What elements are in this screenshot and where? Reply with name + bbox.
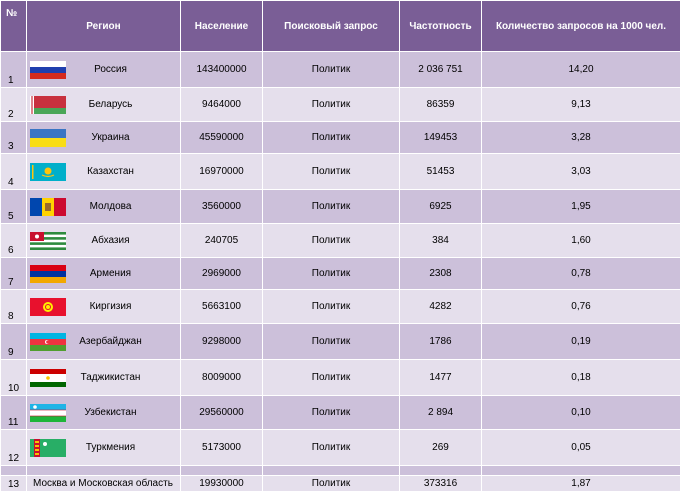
tajikistan-flag-icon xyxy=(30,369,66,387)
region-cell xyxy=(27,396,181,430)
frequency-cell: 2308 xyxy=(400,258,482,290)
turkmenistan-flag-icon xyxy=(30,439,66,457)
region-name: Украина xyxy=(77,132,129,143)
region-cell xyxy=(27,88,181,122)
population-cell: 19930000 xyxy=(181,476,263,492)
header-num: № xyxy=(1,1,27,52)
population-cell: 9464000 xyxy=(181,88,263,122)
query-cell: Политик xyxy=(263,52,400,88)
region-name: Таджикистан xyxy=(67,372,141,383)
table-row xyxy=(1,290,680,324)
kyrgyzstan-flag-icon xyxy=(30,298,66,316)
frequency-cell: 149453 xyxy=(400,122,482,154)
table-row xyxy=(1,324,680,360)
query-cell: Политик xyxy=(263,396,400,430)
abkhazia-flag-icon xyxy=(30,232,66,250)
population-cell: 143400000 xyxy=(181,52,263,88)
row-number: 9 xyxy=(1,324,27,360)
table-row xyxy=(1,476,680,492)
population-cell: 9298000 xyxy=(181,324,263,360)
table-row xyxy=(1,154,680,190)
table-row xyxy=(1,190,680,224)
row-number: 13 xyxy=(1,476,27,492)
frequency-cell: 2 894 xyxy=(400,396,482,430)
frequency-cell: 1477 xyxy=(400,360,482,396)
belarus-flag-icon xyxy=(30,96,66,114)
frequency-cell: 2 036 751 xyxy=(400,52,482,88)
frequency-cell: 373316 xyxy=(400,476,482,492)
row-number: 7 xyxy=(1,258,27,290)
table-row xyxy=(1,88,680,122)
region-cell xyxy=(27,430,181,466)
region-name: Армения xyxy=(76,268,131,279)
ukraine-flag-icon xyxy=(30,129,66,147)
region-name: Туркмения xyxy=(72,442,135,453)
table-row xyxy=(1,360,680,396)
region-name: Азербайджан xyxy=(65,336,142,347)
query-cell: Политик xyxy=(263,224,400,258)
frequency-cell: 269 xyxy=(400,430,482,466)
moldova-flag-icon xyxy=(30,198,66,216)
query-cell: Политик xyxy=(263,122,400,154)
row-number: 4 xyxy=(1,154,27,190)
population-cell: 2969000 xyxy=(181,258,263,290)
region-name: Москва и Московская область xyxy=(27,476,181,492)
population-cell: 29560000 xyxy=(181,396,263,430)
population-cell: 16970000 xyxy=(181,154,263,190)
per1000-cell: 3,28 xyxy=(482,122,680,154)
per1000-cell: 0,10 xyxy=(482,396,680,430)
region-name: Узбекистан xyxy=(71,407,137,418)
frequency-cell: 4282 xyxy=(400,290,482,324)
header-per1000: Количество запросов на 1000 чел. xyxy=(482,1,680,52)
per1000-cell: 1,60 xyxy=(482,224,680,258)
region-cell xyxy=(27,154,181,190)
row-number: 2 xyxy=(1,88,27,122)
spacer-row xyxy=(1,466,680,476)
per1000-cell: 9,13 xyxy=(482,88,680,122)
row-number: 6 xyxy=(1,224,27,258)
row-number: 8 xyxy=(1,290,27,324)
per1000-cell: 0,18 xyxy=(482,360,680,396)
region-cell xyxy=(27,52,181,88)
region-cell xyxy=(27,324,181,360)
per1000-cell: 0,05 xyxy=(482,430,680,466)
armenia-flag-icon xyxy=(30,265,66,283)
table-row xyxy=(1,224,680,258)
row-number: 12 xyxy=(1,430,27,466)
population-cell: 5173000 xyxy=(181,430,263,466)
region-name: Киргизия xyxy=(76,301,132,312)
table-row xyxy=(1,396,680,430)
frequency-cell: 86359 xyxy=(400,88,482,122)
region-cell xyxy=(27,290,181,324)
kazakhstan-flag-icon xyxy=(30,163,66,181)
frequency-cell: 6925 xyxy=(400,190,482,224)
region-name: Россия xyxy=(80,64,127,75)
region-cell xyxy=(27,190,181,224)
population-cell: 8009000 xyxy=(181,360,263,396)
population-cell: 240705 xyxy=(181,224,263,258)
table-row xyxy=(1,52,680,88)
per1000-cell: 0,19 xyxy=(482,324,680,360)
row-number: 11 xyxy=(1,396,27,430)
query-cell: Политик xyxy=(263,360,400,396)
table-row xyxy=(1,430,680,466)
query-cell: Политик xyxy=(263,258,400,290)
per1000-cell: 0,78 xyxy=(482,258,680,290)
per1000-cell: 1,87 xyxy=(482,476,680,492)
table-row xyxy=(1,122,680,154)
header-region: Регион xyxy=(27,1,181,52)
query-cell: Политик xyxy=(263,154,400,190)
population-cell: 5663100 xyxy=(181,290,263,324)
region-cell xyxy=(27,360,181,396)
region-name: Абхазия xyxy=(78,235,130,246)
frequency-cell: 1786 xyxy=(400,324,482,360)
query-cell: Политик xyxy=(263,324,400,360)
query-cell: Политик xyxy=(263,190,400,224)
uzbekistan-flag-icon xyxy=(30,404,66,422)
region-name: Казахстан xyxy=(73,166,134,177)
population-cell: 45590000 xyxy=(181,122,263,154)
row-number: 1 xyxy=(1,52,27,88)
russia-flag-icon xyxy=(30,61,66,79)
region-name: Беларусь xyxy=(75,99,133,110)
region-cell xyxy=(27,122,181,154)
header-population: Население xyxy=(181,1,263,52)
row-number: 10 xyxy=(1,360,27,396)
row-number: 3 xyxy=(1,122,27,154)
header-query: Поисковый запрос xyxy=(263,1,400,52)
table-row xyxy=(1,258,680,290)
region-cell xyxy=(27,224,181,258)
query-cell: Политик xyxy=(263,290,400,324)
query-cell: Политик xyxy=(263,430,400,466)
row-number: 5 xyxy=(1,190,27,224)
per1000-cell: 0,76 xyxy=(482,290,680,324)
query-cell: Политик xyxy=(263,88,400,122)
frequency-cell: 51453 xyxy=(400,154,482,190)
per1000-cell: 1,95 xyxy=(482,190,680,224)
header-row xyxy=(1,1,680,52)
header-frequency: Частотность xyxy=(400,1,482,52)
population-cell: 3560000 xyxy=(181,190,263,224)
query-cell: Политик xyxy=(263,476,400,492)
frequency-cell: 384 xyxy=(400,224,482,258)
azerbaijan-flag-icon xyxy=(30,333,66,351)
region-name: Молдова xyxy=(76,201,132,212)
region-cell xyxy=(27,258,181,290)
per1000-cell: 14,20 xyxy=(482,52,680,88)
per1000-cell: 3,03 xyxy=(482,154,680,190)
